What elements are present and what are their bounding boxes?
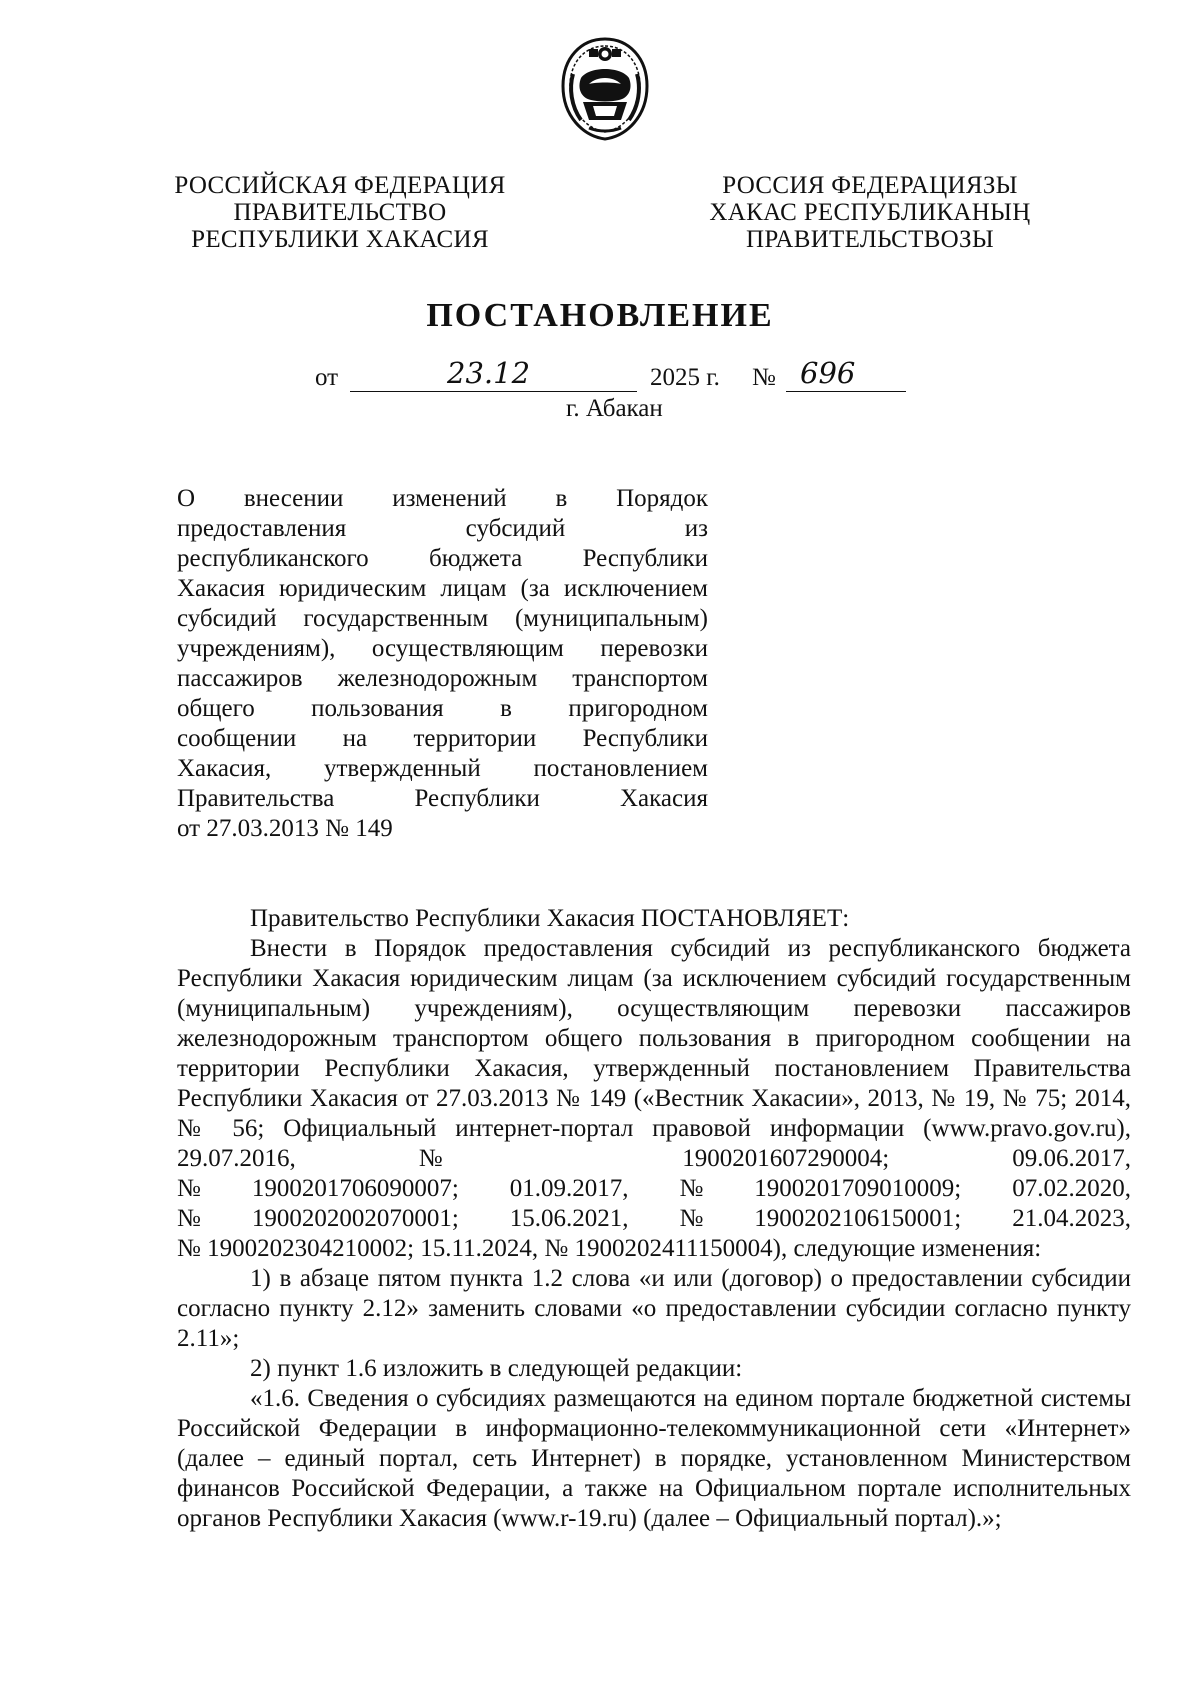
subject-line: общего пользования в пригородном	[177, 695, 708, 722]
registry-cell: 1900202106150001;	[754, 1205, 962, 1232]
header-left-line: ПРАВИТЕЛЬСТВО	[233, 199, 447, 226]
handwritten-date: 23.12	[447, 356, 531, 390]
registry-row	[177, 1204, 1131, 1234]
subject-line: от 27.03.2013 № 149	[177, 815, 393, 842]
main-paragraph-part-a: Внести в Порядок предоставления субсидий из республиканского бюджета Республики Хакасия юридическим лицам (за исключением субсидий государственным (муниципальным) учреждениям), осуществляющим перевозки пассажиров железнодорожным транспортом общего пользования в пригородном сообщении на территории Республики Хакасия, утвержденный постановлением Правительства Республики Хакасия от 27.03.2013 № 149 («Вестник Хакасии», 2013, № 19, № 75; 2014, № 56; Официальный интернет-портал правовой информации (www.pravo.gov.ru), 29.07.2016, № 1900201607290004; 09.06.2017,	[177, 935, 1131, 1172]
header-left-line: РЕСПУБЛИКИ ХАКАСИЯ	[191, 226, 489, 253]
date-underline	[350, 391, 637, 392]
registry-cell: 01.09.2017,	[509, 1175, 629, 1202]
number-sign: №	[752, 364, 776, 391]
registry-cell: №	[679, 1205, 704, 1232]
date-prefix: от	[315, 364, 339, 391]
registry-cell: 21.04.2023,	[1012, 1205, 1131, 1232]
handwritten-number: 696	[800, 356, 856, 390]
header-right-line: РОССИЯ ФЕДЕРАЦИЯЗЫ	[722, 172, 1018, 199]
date-year: 2025 г.	[650, 364, 720, 391]
number-underline	[786, 391, 906, 392]
subject-line: О внесении изменений в Порядок	[177, 485, 708, 512]
subject-line: Хакасия, утвержденный постановлением	[177, 755, 708, 782]
subject-line: пассажиров железнодорожным транспортом	[177, 665, 708, 692]
subject-line: предоставления субсидий из	[177, 515, 708, 542]
subject-line: Правительства Республики Хакасия	[177, 785, 708, 812]
subject-line: сообщении на территории Республики	[177, 725, 708, 752]
registry-row	[177, 1174, 1131, 1204]
header-left	[170, 172, 510, 253]
registry-cell: 1900202002070001;	[251, 1205, 459, 1232]
header-right-line: ПРАВИТЕЛЬСТВОЗЫ	[746, 226, 994, 253]
main-paragraph-part-b: № 1900202304210002; 15.11.2024, № 1900202411150004), следующие изменения:	[177, 1235, 1042, 1262]
document-body	[177, 904, 1131, 1534]
registry-cell: 15.06.2021,	[509, 1205, 629, 1232]
registry-cell: 1900201709010009;	[754, 1175, 962, 1202]
subject-line: республиканского бюджета Республики	[177, 545, 708, 572]
document-type-title: ПОСТАНОВЛЕНИЕ	[426, 297, 774, 334]
subject-block	[177, 484, 708, 844]
item-2-paragraph: 2) пункт 1.6 изложить в следующей редакции:	[250, 1355, 743, 1382]
quoted-paragraph: «1.6. Сведения о субсидиях размещаются на едином портале бюджетной системы Российской Федерации в информационно-телекоммуникационной сети «Интернет» (далее – единый портал, сеть Интернет) в порядке, установленном Министерством финансов Российской Федерации, а также на Официальном портале исполнительных органов Республики Хакасия (www.r-19.ru) (далее – Официальный портал).»;	[177, 1385, 1131, 1532]
item-1-paragraph: 1) в абзаце пятом пункта 1.2 слова «и или (договор) о предоставлении субсидии согласно пункту 2.12» заменить словами «о предоставлении субсидии согласно пункту 2.11»;	[177, 1265, 1131, 1352]
subject-line: субсидий государственным (муниципальным)	[177, 605, 708, 632]
header-right-line: ХАКАС РЕСПУБЛИКАНЫҢ	[709, 199, 1031, 226]
resolve-paragraph: Правительство Республики Хакасия ПОСТАНОВЛЯЕТ:	[250, 905, 850, 932]
city-line: г. Абакан	[566, 395, 663, 422]
registry-cell: 1900201706090007;	[251, 1175, 459, 1202]
coat-of-arms-emblem	[559, 36, 651, 142]
header-right	[700, 172, 1040, 253]
registry-cell: 07.02.2020,	[1012, 1175, 1131, 1202]
registry-cell: №	[679, 1175, 704, 1202]
registry-cell: №	[177, 1205, 201, 1232]
header-left-line: РОССИЙСКАЯ ФЕДЕРАЦИЯ	[174, 172, 506, 199]
subject-line: Хакасия юридическим лицам (за исключением	[177, 575, 708, 602]
subject-line: учреждениям), осуществляющим перевозки	[177, 635, 708, 662]
registry-cell: №	[177, 1175, 201, 1202]
